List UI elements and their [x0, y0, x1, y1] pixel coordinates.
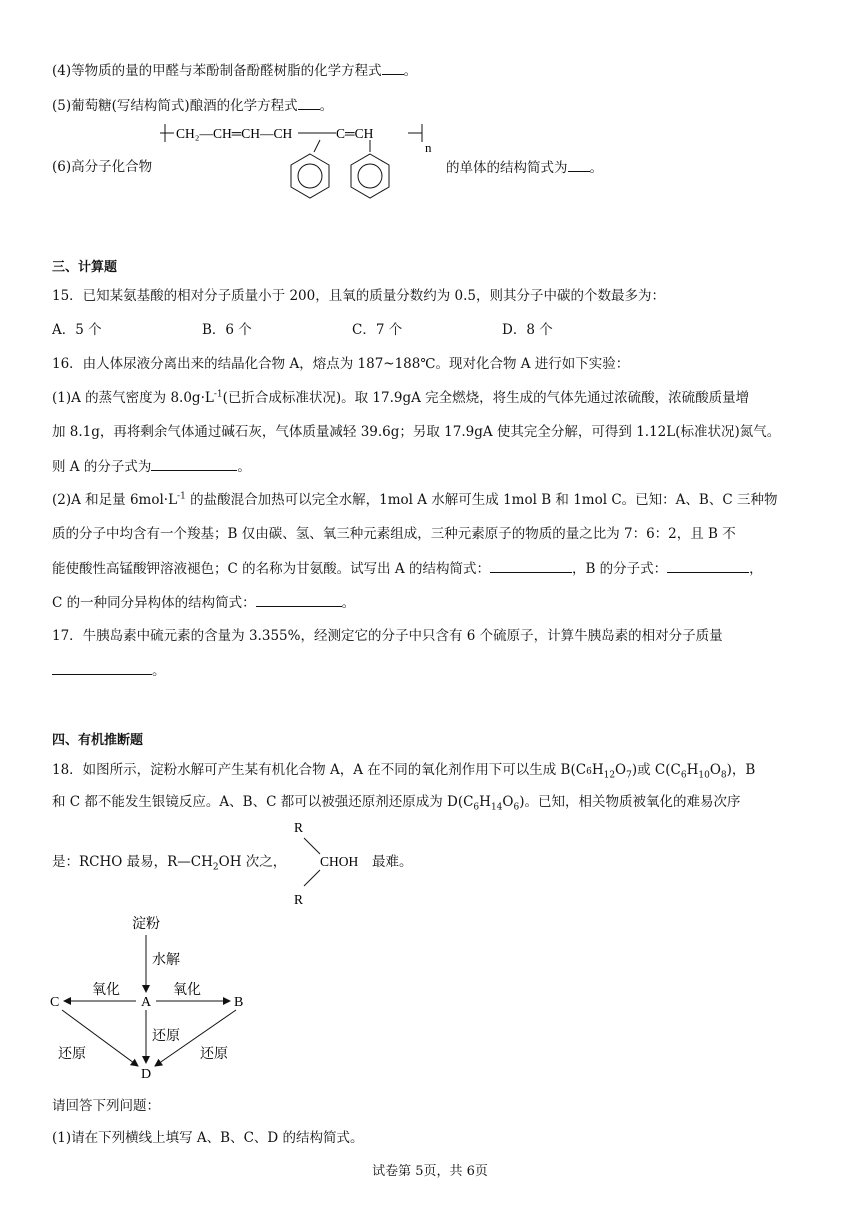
question-18-line3-end: 最难。	[372, 854, 413, 870]
polymer-c-label: C═CH	[336, 126, 374, 141]
label-reduction-left: 还原	[58, 1047, 86, 1062]
question-18-line2: 和 C 都不能发生银镜反应。A、B、C 都可以被强还原剂还原成为 $D(C_6H_{14}O_6)$。已知，相关物质被氧化的难易次序	[52, 794, 741, 813]
svg-text:R: R	[294, 892, 304, 907]
choh-structure	[288, 818, 378, 908]
answer-blank[interactable]	[667, 558, 749, 573]
question-18-part1: (1)请在下列横线上填写 A、B、C、D 的结构简式。	[52, 1130, 364, 1146]
polymer-structure	[160, 118, 450, 206]
question-16-part2-line4: C 的一种同分异构体的结构简式： 。	[52, 592, 355, 613]
option-c[interactable]: C．7 个	[352, 322, 403, 338]
question-6-suffix: 的单体的结构简式为 。	[446, 157, 603, 178]
polymer-subscript-n: n	[425, 140, 432, 155]
label-hydrolysis: 水解	[152, 953, 180, 968]
label-reduction-center: 还原	[152, 1029, 180, 1044]
question-18-line1: 18．如图所示，淀粉水解可产生某有机化合物 A，A 在不同的氧化剂作用下可以生成 $B(C6H_{12}O_7)$或 $C(C_6H_{10}O_8)$，B	[52, 762, 756, 781]
svg-text:R: R	[294, 820, 304, 835]
question-17-answer-line: 。	[52, 660, 166, 681]
question-6-prefix: (6)高分子化合物	[52, 159, 153, 175]
answer-blank[interactable]	[382, 60, 404, 75]
question-16-part2-line2: 质的分子中均含有一个羧基；B 仅由碳、氢、氧三种元素组成，三种元素原子的物质的量之比为 7：6：2，且 B 不	[52, 526, 736, 542]
question-16-part2-line3: 能使酸性高锰酸钾溶液褪色；C 的名称为甘氨酸。试写出 A 的结构简式： ，B 的分子式： ，	[52, 558, 763, 579]
benzene-ring-2	[351, 154, 389, 198]
label-oxidation-right: 氧化	[173, 983, 201, 998]
answer-prompt: 请回答下列问题：	[52, 1098, 160, 1114]
section-heading-inference: 四、有机推断题	[52, 733, 144, 748]
reaction-diagram	[40, 908, 270, 1083]
answer-blank[interactable]	[568, 157, 590, 172]
answer-blank[interactable]	[151, 456, 237, 471]
page-footer: 试卷第 5页，共 6页	[372, 1164, 488, 1179]
question-16-part2-line1: (2)A 和足量 $6mol\cdot L^{-1}$ 的盐酸混合加热可以完全水解，1mol A 水解可生成 1mol B 和 1mol C。已知：A、B、C 三种物	[52, 491, 778, 508]
node-b: B	[234, 995, 244, 1010]
section-heading-calculation: 三、计算题	[52, 260, 118, 275]
answer-blank[interactable]	[490, 558, 572, 573]
question-18-line3: 是：RCHO 最易，$R—CH_2OH$ 次之，	[52, 854, 287, 873]
node-a: A	[141, 995, 152, 1010]
question-16: 16．由人体尿液分离出来的结晶化合物 A，熔点为 187~188℃。现对化合物 A 进行如下实验：	[52, 356, 630, 372]
answer-blank[interactable]	[256, 592, 342, 607]
answer-blank[interactable]	[52, 660, 152, 675]
node-c: C	[50, 995, 60, 1010]
label-oxidation-left: 氧化	[92, 983, 120, 998]
question-16-part1-line2: 加 8.1g，再将剩余气体通过碱石灰，气体质量减轻 39.6g；另取 17.9gA 使其完全分解，可得到 1.12L(标准状况)氮气。	[52, 424, 781, 440]
polymer-chain-label: CH₂—CH═CH—CH	[176, 126, 293, 141]
answer-blank[interactable]	[298, 95, 320, 110]
question-16-part1-line3: 则 A 的分子式为 。	[52, 456, 251, 477]
question-15: 15．已知某氨基酸的相对分子质量小于 200，且氧的质量分数约为 0.5，则其分子中碳的个数最多为：	[52, 288, 665, 304]
question-17: 17．牛胰岛素中硫元素的含量为 3.355%，经测定它的分子中只含有 6 个硫原子，计算牛胰岛素的相对分子质量	[52, 628, 723, 644]
question-16-part1-line1: (1)A 的蒸气密度为 $8.0g\cdot L^{-1}$(已折合成标准状况)。取 17.9gA 完全燃烧，将生成的气体先通过浓硫酸，浓硫酸质量增	[52, 389, 750, 406]
benzene-ring-1	[291, 154, 329, 198]
label-reduction-right: 还原	[200, 1047, 228, 1062]
question-5: (5)葡萄糖(写结构简式)酿酒的化学方程式 。	[52, 95, 333, 116]
option-b[interactable]: B．6 个	[202, 322, 252, 338]
node-d: D	[141, 1067, 152, 1082]
option-d[interactable]: D．8 个	[502, 322, 553, 338]
label-starch: 淀粉	[132, 917, 160, 932]
option-a[interactable]: A．5 个	[52, 322, 102, 338]
question-4: (4)等物质的量的甲醛与苯酚制备酚醛树脂的化学方程式 。	[52, 60, 417, 81]
svg-text:CHOH: CHOH	[320, 854, 359, 869]
